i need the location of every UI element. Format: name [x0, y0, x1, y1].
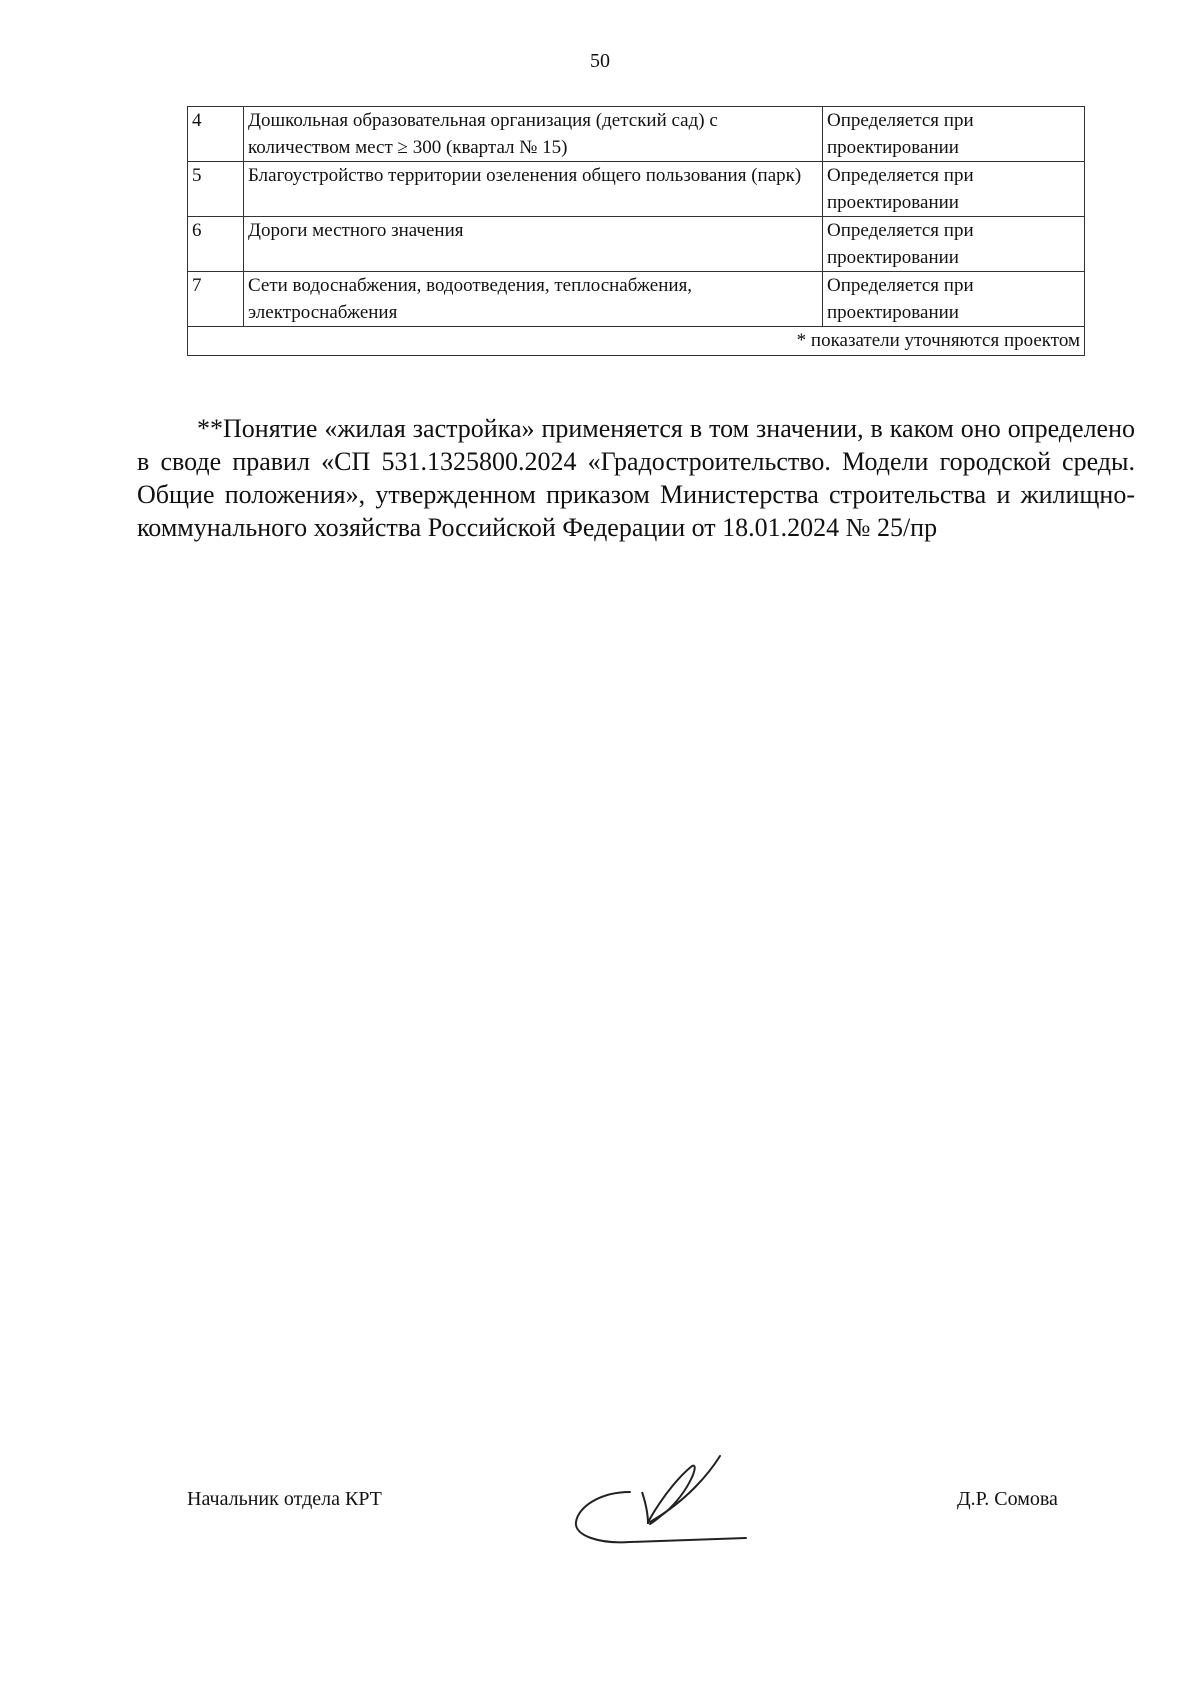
table-row [188, 217, 1085, 272]
footnote [137, 412, 1135, 544]
row-value: Определяется при проектировании [823, 107, 1085, 162]
signatory-name: Д.Р. Сомова [957, 1488, 1058, 1510]
row-value: Определяется при проектировании [823, 272, 1085, 327]
row-value: Определяется при проектировании [823, 162, 1085, 217]
table-note: * показатели уточняются проектом [188, 327, 1085, 356]
table-row [188, 107, 1085, 162]
table-note-row [188, 327, 1085, 356]
row-number: 4 [188, 107, 244, 162]
page-number: 50 [590, 50, 610, 72]
row-number: 6 [188, 217, 244, 272]
signature-image [570, 1452, 750, 1552]
indicators-table [187, 106, 1085, 356]
table-row [188, 162, 1085, 217]
row-number: 5 [188, 162, 244, 217]
footnote-text: **Понятие «жилая застройка» применяется в том значении, в каком оно определено в своде правил «СП 531.1325800.2024 «Градостроительство. Модели городской среды. Общие положения», утвержденном приказом Министерства строительства и жилищно-коммунального хозяйства Российской Федерации от 18.01.2024 № 25/пр [137, 414, 1135, 542]
row-value: Определяется при проектировании [823, 217, 1085, 272]
row-number: 7 [188, 272, 244, 327]
row-name: Сети водоснабжения, водоотведения, теплоснабжения, электроснабжения [244, 272, 823, 327]
row-name: Дороги местного значения [244, 217, 823, 272]
row-name: Благоустройство территории озеленения общего пользования (парк) [244, 162, 823, 217]
table-row [188, 272, 1085, 327]
signatory-title: Начальник отдела КРТ [187, 1488, 382, 1510]
row-name: Дошкольная образовательная организация (детский сад) с количеством мест ≥ 300 (квартал № 15) [244, 107, 823, 162]
